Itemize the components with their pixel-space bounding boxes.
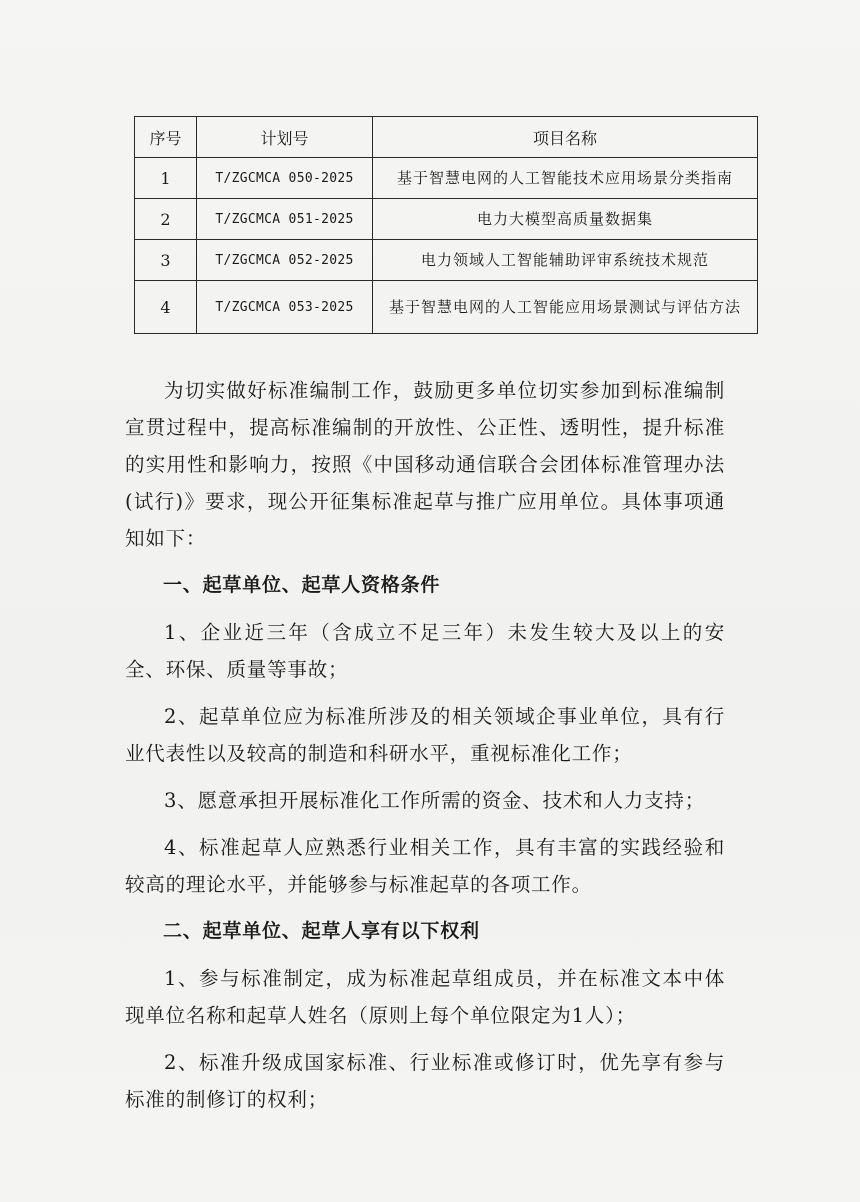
row-serial-number: 1 — [135, 158, 197, 199]
section-2-heading: 二、起草单位、起草人享有以下权利 — [163, 920, 480, 942]
table-row — [135, 281, 758, 334]
table-row — [135, 240, 758, 281]
row-project-name: 基于智慧电网的人工智能技术应用场景分类指南 — [373, 158, 758, 199]
row-plan-number: T/ZGCMCA 050-2025 — [197, 158, 373, 199]
row-project-name: 电力大模型高质量数据集 — [373, 199, 758, 240]
header-plan-number: 计划号 — [197, 117, 373, 158]
row-plan-number: T/ZGCMCA 053-2025 — [197, 281, 373, 334]
section-2-item: 1、参与标准制定，成为标准起草组成员，并在标准文本中体现单位名称和起草人姓名（原则上每个单位限定为1人）； — [125, 967, 725, 1027]
standards-plan-table — [134, 116, 758, 334]
table-row — [135, 158, 758, 199]
row-plan-number: T/ZGCMCA 051-2025 — [197, 199, 373, 240]
row-serial-number: 2 — [135, 199, 197, 240]
header-project-name: 项目名称 — [373, 117, 758, 158]
section-1-item: 3、愿意承担开展标准化工作所需的资金、技术和人力支持； — [164, 789, 706, 812]
document-body — [125, 372, 725, 1128]
row-project-name: 电力领域人工智能辅助评审系统技术规范 — [373, 240, 758, 281]
section-1-heading: 一、起草单位、起草人资格条件 — [163, 574, 441, 596]
section-2-item: 2、标准升级成国家标准、行业标准或修订时，优先享有参与标准的制修订的权利； — [125, 1051, 725, 1111]
row-serial-number: 3 — [135, 240, 197, 281]
intro-paragraph: 为切实做好标准编制工作，鼓励更多单位切实参加到标准编制宣贯过程中，提高标准编制的开放性、公正性、透明性，提升标准的实用性和影响力，按照《中国移动通信联合会团体标准管理办法(试行)》要求，现公开征集标准起草与推广应用单位。具体事项通知如下： — [125, 379, 725, 550]
row-project-name: 基于智慧电网的人工智能应用场景测试与评估方法 — [373, 281, 758, 334]
section-1-item: 2、起草单位应为标准所涉及的相关领域企事业单位，具有行业代表性以及较高的制造和科研水平，重视标准化工作； — [125, 705, 725, 765]
section-1-item: 1、企业近三年（含成立不足三年）未发生较大及以上的安全、环保、质量等事故； — [125, 621, 725, 681]
table-row — [135, 199, 758, 240]
row-serial-number: 4 — [135, 281, 197, 334]
section-1-item: 4、标准起草人应熟悉行业相关工作，具有丰富的实践经验和较高的理论水平，并能够参与标准起草的各项工作。 — [125, 836, 725, 896]
row-plan-number: T/ZGCMCA 052-2025 — [197, 240, 373, 281]
table-header-row — [135, 117, 758, 158]
header-serial-number: 序号 — [135, 117, 197, 158]
